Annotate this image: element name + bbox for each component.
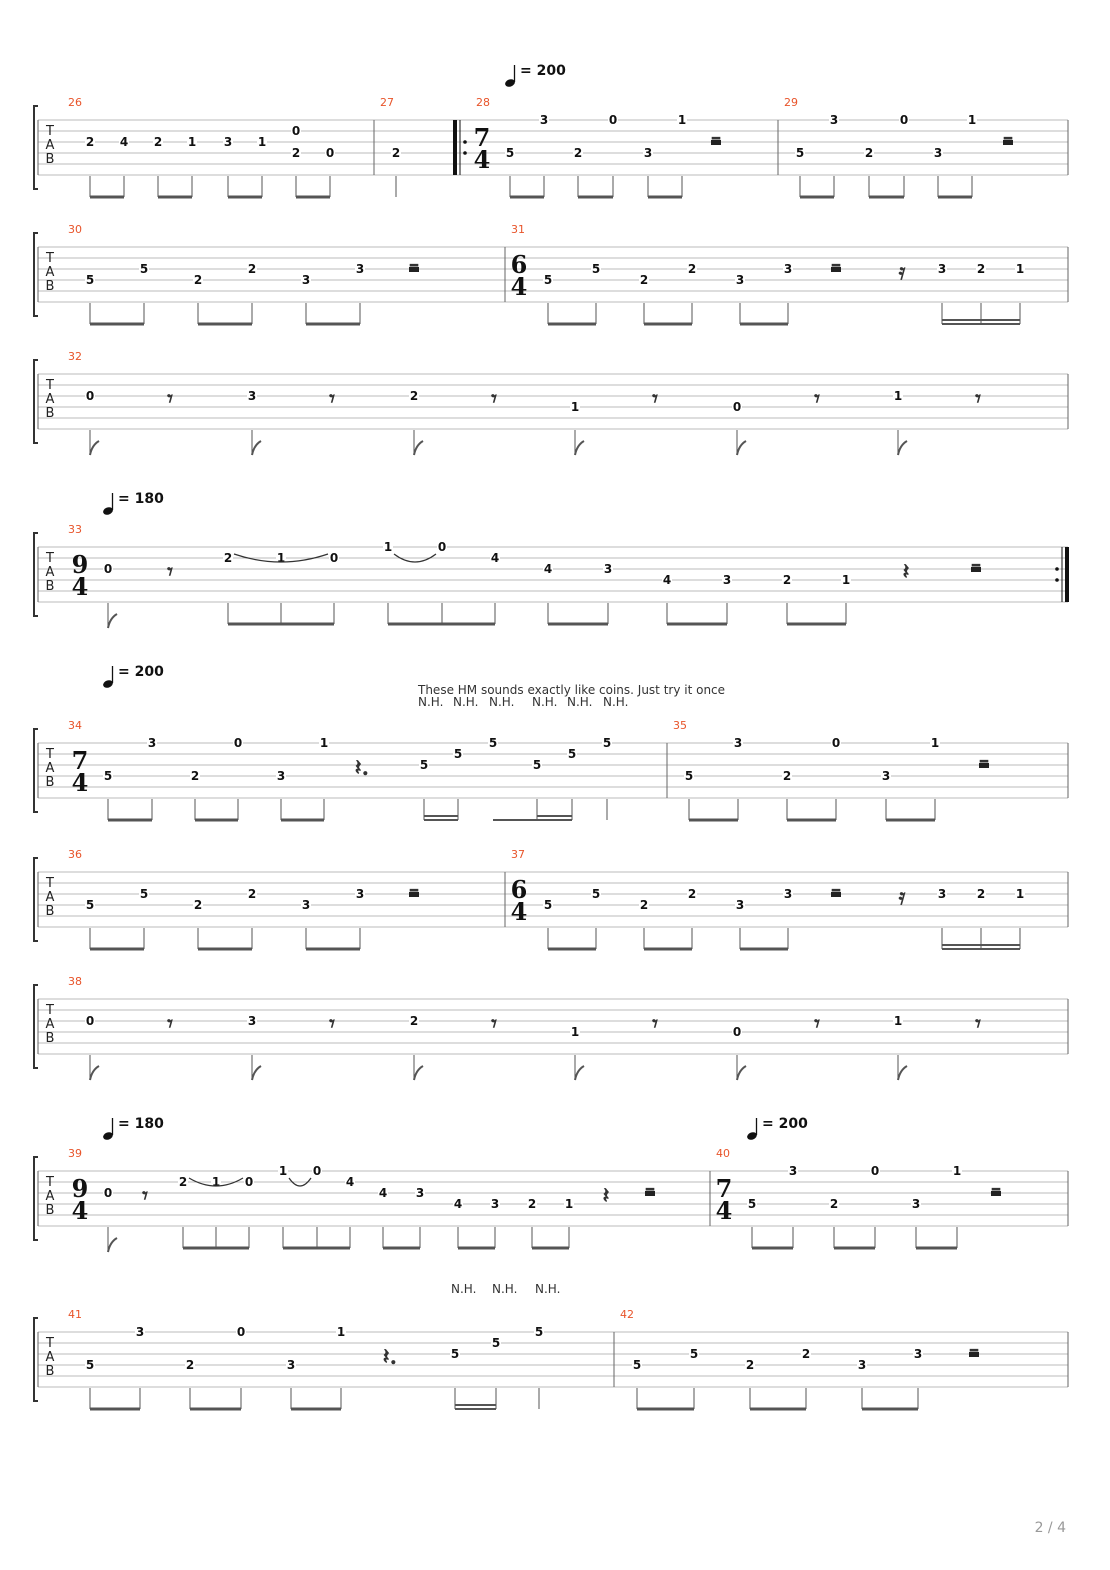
fret-number: 3: [223, 135, 233, 149]
fret-number: 5: [103, 769, 113, 783]
fret-number: 1: [1015, 887, 1025, 901]
eighth-flag: [108, 1238, 117, 1252]
tab-clef-letter: A: [45, 1189, 55, 1204]
fret-number: 0: [608, 113, 618, 127]
rest-symbol: 𝄾: [975, 386, 981, 412]
fret-number: 0: [103, 1186, 113, 1200]
fret-number: 2: [864, 146, 874, 160]
fret-number: 2: [85, 135, 95, 149]
fret-number: 1: [278, 1164, 288, 1178]
fret-number: 2: [178, 1175, 188, 1189]
fret-number: 0: [103, 562, 113, 576]
tab-clef-letter: A: [45, 265, 55, 280]
fret-number: 3: [829, 113, 839, 127]
fret-number: 2: [976, 887, 986, 901]
fret-number: 1: [570, 1025, 580, 1039]
fret-number: 2: [247, 887, 257, 901]
half-rest-label: –: [978, 747, 990, 773]
natural-harmonic-label: N.H.: [603, 695, 629, 709]
measure-number: 31: [511, 223, 525, 236]
fret-number: 2: [527, 1197, 537, 1211]
fret-number: 4: [453, 1197, 463, 1211]
repeat-dot: [463, 140, 467, 144]
tempo-marking: = 200: [520, 63, 566, 79]
rest-symbol: 𝄾: [975, 1011, 981, 1037]
tab-clef-letter: T: [46, 251, 54, 266]
measure-number: 39: [68, 1147, 82, 1160]
fret-number: 2: [153, 135, 163, 149]
eighth-flag: [737, 441, 746, 455]
fret-number: 2: [687, 262, 697, 276]
tab-clef-letter: B: [45, 775, 55, 790]
repeat-dot: [1055, 567, 1059, 571]
system-bracket: [34, 985, 38, 1068]
fret-number: 2: [801, 1347, 811, 1361]
fret-number: 3: [286, 1358, 296, 1372]
tab-clef-letter: A: [45, 392, 55, 407]
fret-number: 2: [782, 573, 792, 587]
fret-number: 3: [857, 1358, 867, 1372]
time-signature-denominator: 4: [71, 1196, 89, 1225]
tab-clef-letter: A: [45, 1017, 55, 1032]
fret-number: 5: [505, 146, 515, 160]
measure-number: 38: [68, 975, 82, 988]
fret-number: 5: [450, 1347, 460, 1361]
tab-clef-letter: B: [45, 152, 55, 167]
half-rest-label: –: [830, 876, 842, 902]
fret-number: 3: [355, 262, 365, 276]
fret-number: 5: [85, 898, 95, 912]
fret-number: 0: [244, 1175, 254, 1189]
fret-number: 2: [409, 1014, 419, 1028]
page-number: 2 / 4: [1034, 1520, 1066, 1536]
tab-clef-letter: B: [45, 904, 55, 919]
fret-number: 1: [276, 551, 286, 565]
tab-clef-letter: T: [46, 1003, 54, 1018]
system-bracket: [34, 858, 38, 941]
eighth-flag: [90, 1066, 99, 1080]
fret-number: 2: [185, 1358, 195, 1372]
eighth-flag: [414, 441, 423, 455]
measure-number: 32: [68, 350, 82, 363]
fret-number: 2: [829, 1197, 839, 1211]
half-rest-label: –: [710, 124, 722, 150]
fret-number: 1: [841, 573, 851, 587]
fret-number: 3: [937, 262, 947, 276]
fret-number: 5: [85, 1358, 95, 1372]
fret-number: 2: [291, 146, 301, 160]
fret-number: 3: [415, 1186, 425, 1200]
half-rest-label: –: [644, 1175, 656, 1201]
fret-number: 0: [236, 1325, 246, 1339]
half-rest-label: –: [970, 551, 982, 577]
measure-number: 42: [620, 1308, 634, 1321]
fret-number: 2: [391, 146, 401, 160]
measure-number: 26: [68, 96, 82, 109]
fret-number: 4: [490, 551, 500, 565]
fret-number: 4: [662, 573, 672, 587]
fret-number: 5: [543, 273, 553, 287]
eighth-flag: [414, 1066, 423, 1080]
fret-number: 5: [488, 736, 498, 750]
fret-number: 4: [378, 1186, 388, 1200]
half-rest-label: –: [408, 251, 420, 277]
eighth-flag: [252, 1066, 261, 1080]
fret-number: 0: [85, 389, 95, 403]
fret-number: 0: [85, 1014, 95, 1028]
measure-number: 34: [68, 719, 82, 732]
fret-number: 3: [733, 736, 743, 750]
fret-number: 5: [85, 273, 95, 287]
fret-number: 3: [722, 573, 732, 587]
rest-symbol: 𝄿: [898, 259, 906, 285]
fret-number: 2: [193, 898, 203, 912]
fret-number: 1: [211, 1175, 221, 1189]
fret-number: 2: [223, 551, 233, 565]
eighth-flag: [898, 1066, 907, 1080]
tab-clef-letter: A: [45, 565, 55, 580]
fret-number: 2: [247, 262, 257, 276]
fret-number: 1: [952, 1164, 962, 1178]
fret-number: 5: [419, 758, 429, 772]
tab-clef-letter: B: [45, 579, 55, 594]
time-signature-numerator: 7: [71, 746, 89, 775]
natural-harmonic-label: N.H.: [489, 695, 515, 709]
system-bracket: [34, 360, 38, 443]
time-signature-numerator: 7: [715, 1174, 733, 1203]
fret-number: 2: [639, 273, 649, 287]
fret-number: 1: [1015, 262, 1025, 276]
fret-number: 1: [967, 113, 977, 127]
rest-symbol: 𝄾: [142, 1183, 148, 1209]
time-signature-numerator: 6: [510, 250, 528, 279]
fret-number: 5: [795, 146, 805, 160]
fret-number: 2: [573, 146, 583, 160]
time-signature-denominator: 4: [71, 768, 89, 797]
half-rest-label: –: [830, 251, 842, 277]
fret-number: 3: [301, 898, 311, 912]
fret-number: 2: [687, 887, 697, 901]
tab-clef-letter: B: [45, 279, 55, 294]
eighth-flag: [108, 614, 117, 628]
fret-number: 1: [383, 540, 393, 554]
fret-number: 0: [329, 551, 339, 565]
fret-number: 2: [409, 389, 419, 403]
measure-number: 35: [673, 719, 687, 732]
natural-harmonic-label: N.H.: [532, 695, 558, 709]
eighth-flag: [898, 441, 907, 455]
tab-clef-letter: A: [45, 890, 55, 905]
measure-number: 30: [68, 223, 82, 236]
fret-number: 0: [437, 540, 447, 554]
fret-number: 1: [677, 113, 687, 127]
fret-number: 3: [913, 1347, 923, 1361]
time-signature-denominator: 4: [510, 272, 528, 301]
fret-number: 5: [602, 736, 612, 750]
rest-symbol: 𝄾: [652, 386, 658, 412]
eighth-flag: [575, 1066, 584, 1080]
fret-number: 5: [453, 747, 463, 761]
fret-number: 4: [119, 135, 129, 149]
tab-clef-letter: B: [45, 1031, 55, 1046]
eighth-flag: [737, 1066, 746, 1080]
fret-number: 5: [491, 1336, 501, 1350]
fret-number: 3: [911, 1197, 921, 1211]
natural-harmonic-label: N.H.: [567, 695, 593, 709]
time-signature-denominator: 4: [715, 1196, 733, 1225]
tab-clef-letter: A: [45, 1350, 55, 1365]
time-signature-denominator: 4: [71, 572, 89, 601]
annotation-text: These HM sounds exactly like coins. Just try it once: [418, 683, 726, 697]
fret-number: 2: [193, 273, 203, 287]
fret-number: 3: [539, 113, 549, 127]
rest-symbol: 𝄾: [814, 1011, 820, 1037]
fret-number: 1: [564, 1197, 574, 1211]
fret-number: 3: [881, 769, 891, 783]
tab-clef-letter: T: [46, 124, 54, 139]
fret-number: 2: [976, 262, 986, 276]
measure-number: 28: [476, 96, 490, 109]
rest-symbol: 𝄾: [491, 1011, 497, 1037]
fret-number: 0: [899, 113, 909, 127]
rest-symbol: 𝄾: [329, 1011, 335, 1037]
rest-symbol: 𝄾: [329, 386, 335, 412]
tab-clef-letter: T: [46, 378, 54, 393]
time-signature-numerator: 6: [510, 875, 528, 904]
system-bracket: [34, 233, 38, 316]
eighth-flag: [575, 441, 584, 455]
fret-number: 0: [325, 146, 335, 160]
time-signature-denominator: 4: [473, 145, 491, 174]
fret-number: 3: [933, 146, 943, 160]
fret-number: 5: [684, 769, 694, 783]
fret-number: 5: [567, 747, 577, 761]
fret-number: 1: [570, 400, 580, 414]
rest-symbol: 𝄽.: [382, 1344, 398, 1370]
fret-number: 1: [893, 389, 903, 403]
fret-number: 3: [937, 887, 947, 901]
fret-number: 0: [312, 1164, 322, 1178]
system-bracket: [34, 1318, 38, 1401]
fret-number: 2: [745, 1358, 755, 1372]
tab-clef-letter: T: [46, 551, 54, 566]
eighth-flag: [90, 441, 99, 455]
rest-symbol: 𝄾: [167, 1011, 173, 1037]
tab-clef-letter: T: [46, 876, 54, 891]
measure-number: 40: [716, 1147, 730, 1160]
rest-symbol: 𝄾: [167, 559, 173, 585]
fret-number: 0: [233, 736, 243, 750]
fret-number: 2: [190, 769, 200, 783]
fret-number: 1: [319, 736, 329, 750]
rest-symbol: 𝄾: [491, 386, 497, 412]
time-signature-numerator: 9: [71, 550, 89, 579]
tab-clef-letter: A: [45, 138, 55, 153]
fret-number: 5: [139, 262, 149, 276]
repeat-dot: [463, 151, 467, 155]
fret-number: 1: [187, 135, 197, 149]
fret-number: 3: [490, 1197, 500, 1211]
rest-symbol: 𝄾: [167, 386, 173, 412]
system-bracket: [34, 106, 38, 189]
rest-symbol: 𝄾: [652, 1011, 658, 1037]
time-signature-denominator: 4: [510, 897, 528, 926]
tempo-marking: = 200: [762, 1116, 808, 1132]
tab-clef-letter: A: [45, 761, 55, 776]
fret-number: 0: [831, 736, 841, 750]
repeat-dot: [1055, 578, 1059, 582]
fret-number: 1: [930, 736, 940, 750]
tab-clef-letter: T: [46, 1336, 54, 1351]
system-bracket: [34, 1157, 38, 1240]
fret-number: 5: [534, 1325, 544, 1339]
fret-number: 3: [783, 262, 793, 276]
measure-number: 37: [511, 848, 525, 861]
fret-number: 3: [643, 146, 653, 160]
time-signature-numerator: 7: [473, 123, 491, 152]
rest-symbol: 𝄽: [902, 559, 910, 585]
fret-number: 3: [603, 562, 613, 576]
time-signature-numerator: 9: [71, 1174, 89, 1203]
fret-number: 5: [591, 262, 601, 276]
natural-harmonic-label: N.H.: [418, 695, 444, 709]
half-rest-label: –: [408, 876, 420, 902]
fret-number: 2: [782, 769, 792, 783]
fret-number: 3: [735, 273, 745, 287]
natural-harmonic-label: N.H.: [535, 1282, 561, 1296]
fret-number: 5: [689, 1347, 699, 1361]
system-bracket: [34, 533, 38, 616]
natural-harmonic-label: N.H.: [453, 695, 479, 709]
fret-number: 1: [257, 135, 267, 149]
natural-harmonic-label: N.H.: [451, 1282, 477, 1296]
fret-number: 2: [639, 898, 649, 912]
fret-number: 3: [788, 1164, 798, 1178]
fret-number: 0: [732, 1025, 742, 1039]
fret-number: 3: [355, 887, 365, 901]
fret-number: 3: [735, 898, 745, 912]
rest-symbol: 𝄿: [898, 884, 906, 910]
fret-number: 4: [543, 562, 553, 576]
tab-clef-letter: B: [45, 1203, 55, 1218]
fret-number: 5: [747, 1197, 757, 1211]
fret-number: 3: [247, 1014, 257, 1028]
fret-number: 5: [632, 1358, 642, 1372]
fret-number: 3: [147, 736, 157, 750]
measure-number: 33: [68, 523, 82, 536]
fret-number: 3: [276, 769, 286, 783]
eighth-flag: [252, 441, 261, 455]
fret-number: 3: [247, 389, 257, 403]
fret-number: 5: [543, 898, 553, 912]
measure-number: 36: [68, 848, 82, 861]
fret-number: 4: [345, 1175, 355, 1189]
fret-number: 0: [732, 400, 742, 414]
tab-clef-letter: T: [46, 747, 54, 762]
measure-number: 27: [380, 96, 394, 109]
tab-clef-letter: B: [45, 1364, 55, 1379]
fret-number: 0: [870, 1164, 880, 1178]
tempo-marking: = 200: [118, 664, 164, 680]
natural-harmonic-label: N.H.: [492, 1282, 518, 1296]
tab-clef-letter: T: [46, 1175, 54, 1190]
measure-number: 41: [68, 1308, 82, 1321]
tab-clef-letter: B: [45, 406, 55, 421]
fret-number: 1: [893, 1014, 903, 1028]
tempo-marking: = 180: [118, 1116, 164, 1132]
fret-number: 5: [139, 887, 149, 901]
fret-number: 3: [783, 887, 793, 901]
rest-symbol: 𝄾: [814, 386, 820, 412]
fret-number: 0: [291, 124, 301, 138]
fret-number: 5: [532, 758, 542, 772]
half-rest-label: –: [1002, 124, 1014, 150]
rest-symbol: 𝄽.: [354, 755, 370, 781]
measure-number: 29: [784, 96, 798, 109]
fret-number: 3: [301, 273, 311, 287]
fret-number: 1: [336, 1325, 346, 1339]
system-bracket: [34, 729, 38, 812]
half-rest-label: –: [990, 1175, 1002, 1201]
fret-number: 3: [135, 1325, 145, 1339]
fret-number: 5: [591, 887, 601, 901]
half-rest-label: –: [968, 1336, 980, 1362]
tempo-marking: = 180: [118, 491, 164, 507]
rest-symbol: 𝄽: [602, 1183, 610, 1209]
